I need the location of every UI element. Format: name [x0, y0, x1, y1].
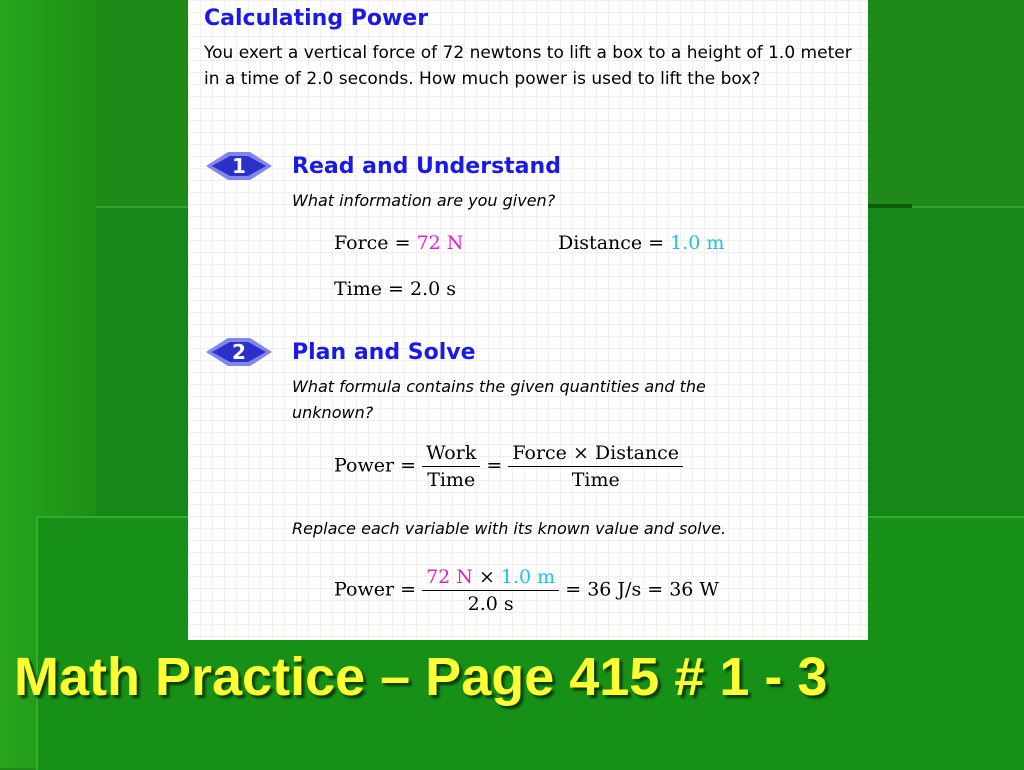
- background-accent-line: [868, 204, 912, 208]
- step-2-heading: Plan and Solve: [292, 340, 476, 365]
- formula-denominator-time: Time: [427, 469, 476, 491]
- time-value: 2.0 s: [410, 278, 457, 300]
- force-distance-over-time-fraction: [508, 440, 683, 493]
- step-1-diamond-icon: [204, 146, 274, 186]
- solution-lhs: Power =: [334, 578, 417, 601]
- step-2-diamond-icon: [204, 332, 274, 372]
- power-formula: [334, 440, 683, 493]
- solve-instruction: Replace each variable with its known value and solve.: [292, 519, 727, 538]
- solution-result: = 36 J/s = 36 W: [565, 578, 719, 601]
- textbook-excerpt: [188, 0, 868, 640]
- formula-numerator-force-distance: Force × Distance: [508, 440, 683, 467]
- distance-label: Distance =: [558, 232, 665, 254]
- formula-lhs: Power =: [334, 454, 417, 477]
- solution-fraction: [422, 564, 559, 617]
- force-equation: [334, 232, 463, 254]
- distance-equation: [558, 232, 724, 254]
- excerpt-title: Calculating Power: [204, 6, 429, 31]
- solution-denominator: 2.0 s: [467, 593, 514, 615]
- solution-times-sign: ×: [478, 566, 495, 588]
- step-2-question: What formula contains the given quantities and the unknown?: [292, 377, 706, 422]
- force-value: 72 N: [416, 232, 464, 254]
- work-over-time-fraction: [422, 440, 480, 493]
- power-solution: [334, 564, 719, 617]
- step-1-question: What information are you given?: [292, 191, 556, 210]
- distance-value: 1.0 m: [670, 232, 725, 254]
- step-1-heading: Read and Understand: [292, 154, 561, 179]
- formula-denominator-time-2: Time: [571, 469, 620, 491]
- slide-footer-title: Math Practice – Page 415 # 1 - 3: [14, 647, 828, 707]
- solution-distance: 1.0 m: [500, 566, 556, 588]
- time-equation: [334, 278, 456, 300]
- solution-numerator: [422, 564, 559, 591]
- step-1-number: 1: [232, 154, 246, 178]
- solution-force: 72 N: [426, 566, 473, 588]
- formula-equals: =: [486, 454, 503, 477]
- step-2-number: 2: [232, 340, 246, 364]
- formula-numerator-work: Work: [422, 440, 480, 467]
- time-label: Time =: [334, 278, 404, 300]
- problem-statement: You exert a vertical force of 72 newtons to lift a box to a height of 1.0 meter in a time of 2.0 seconds. How much power is used to lift the box?: [204, 43, 852, 89]
- force-label: Force =: [334, 232, 411, 254]
